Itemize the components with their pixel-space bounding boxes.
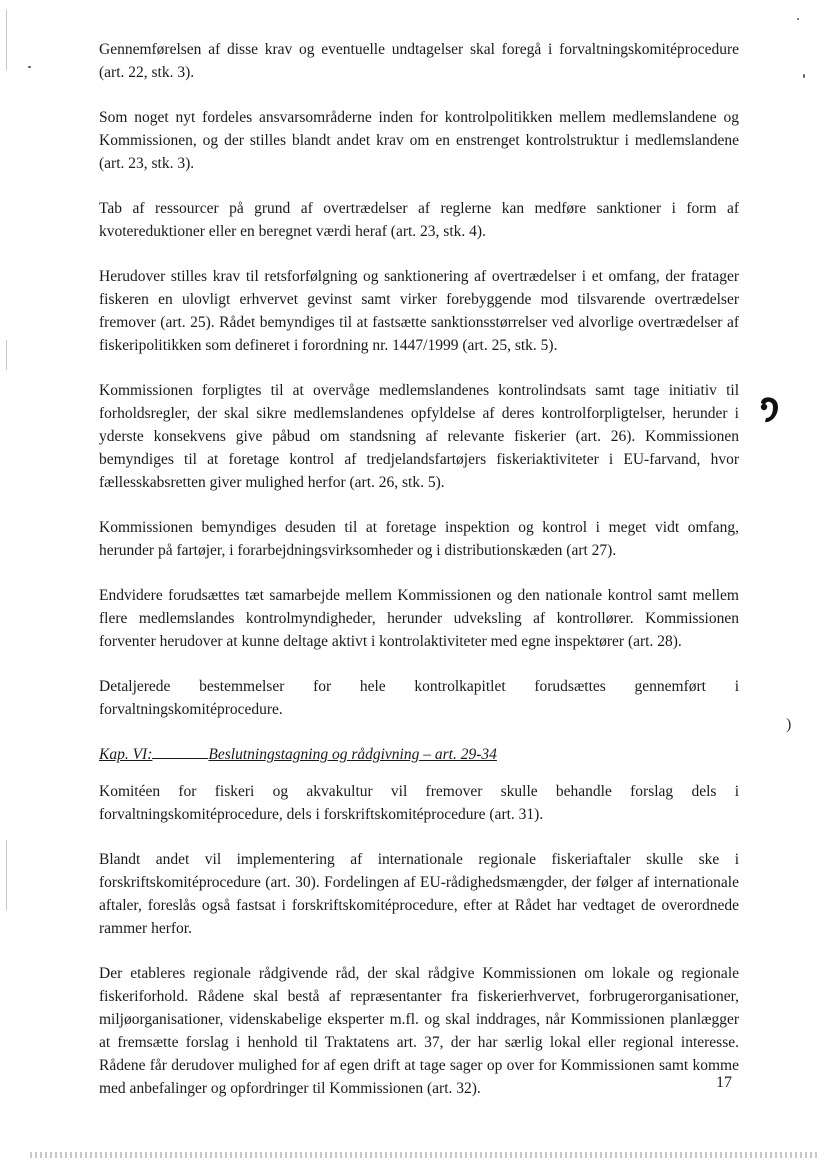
document-page: [99, 38, 739, 1122]
paragraph: Blandt andet vil implementering af internationale regionale fiskeriaftaler skulle ske i forskriftskomitéprocedure (art. 30). Fordelingen af EU-rådighedsmængder, der følger af internationale aftaler, foreslås også fastsat i forskriftskomitéprocedure, efter at Rådet har vedtaget de overordnede rammer herfor.: [99, 851, 739, 937]
paragraph: Endvidere forudsættes tæt samarbejde mellem Kommissionen og den nationale kontrol samt mellem flere medlemslandes kontrolmyndigheder, herunder udveksling af kontrollører. Kommissionen forventer herudover at kunne deltage aktivt i kontrolaktiviteter med egne inspektører (art. 28).: [99, 587, 739, 650]
margin-mark-icon: [756, 393, 782, 425]
scan-edge: [6, 340, 7, 370]
paragraph: Komitéen for fiskeri og akvakultur vil fremover skulle behandle forslag dels i forvaltningskomitéprocedure, dels i forskriftskomitéprocedure (art. 31).: [99, 783, 739, 823]
paragraph: Kommissionen bemyndiges desuden til at foretage inspektion og kontrol i meget vidt omfang, herunder på fartøjer, i forarbejdningsvirksomheder og i distributionskæden (art 27).: [99, 519, 739, 559]
chapter-title: Beslutningstagning og rådgivning – art. 29-34: [208, 746, 497, 763]
heading-rule: [152, 757, 208, 759]
chapter-label: Kap. VI:: [99, 746, 153, 763]
paragraph: Kommissionen forpligtes til at overvåge medlemslandenes kontrolindsats samt tage initiativ til forholdsregler, der skal sikre medlemslandenes opfyldelse af deres kontrolforpligtelser, herunder i yderste konsekvens give påbud om standsning af relevante fiskerier (art. 26). Kommissionen bemyndiges til at foretage kontrol af tredjelandsfartøjers fiskeriaktiviteter i EU-farvand, hvor fællesskabsretten giver mulighed herfor (art. 26, stk. 5).: [99, 382, 739, 491]
paragraph: Tab af ressourcer på grund af overtrædelser af reglerne kan medføre sanktioner i form af kvotereduktioner eller en beregnet værdi heraf (art. 23, stk. 4).: [99, 200, 739, 240]
chapter-heading: [99, 743, 739, 766]
paragraph: Herudover stilles krav til retsforfølgning og sanktionering af overtrædelser i et omfang, der fratager fiskeren en ulovligt erhvervet gevinst samt virker forebyggende mod tilsvarende overtrædelser fremover (art. 25). Rådet bemyndiges til at fastsætte sanktionsstørrelser ved alvorlige overtrædelser af fiskeripolitikken som defineret i forordning nr. 1447/1999 (art. 25, stk. 5).: [99, 268, 739, 354]
paragraph: Som noget nyt fordeles ansvarsområderne inden for kontrolpolitikken mellem medlemslandene og Kommissionen, og der stilles blandt andet krav om en enstrenget kontrolstruktur i medlemslandene (art. 23, stk. 3).: [99, 109, 739, 172]
paragraph: Detaljerede bestemmelser for hele kontrolkapitlet forudsættes gennemført i forvaltningskomitéprocedure.: [99, 678, 739, 718]
scan-edge: [6, 840, 7, 910]
paragraph: Gennemførelsen af disse krav og eventuelle undtagelser skal foregå i forvaltningskomitéprocedure (art. 22, stk. 3).: [99, 41, 739, 81]
scan-speck: [797, 18, 799, 20]
scan-bottom-edge: [30, 1152, 820, 1158]
scan-speck: [803, 74, 805, 78]
margin-bracket: ): [786, 716, 792, 733]
scan-edge: [6, 10, 7, 70]
paragraph: Der etableres regionale rådgivende råd, der skal rådgive Kommissionen om lokale og regionale fiskeriforhold. Rådene skal bestå af repræsentanter fra fiskerierhvervet, forbrugerorganisationer, miljøorganisationer, videnskabelige eksperter m.fl. og skal inddrages, når Kommissionen planlægger at fremsætte forslag i henhold til Traktatens art. 37, der har særlig lokal eller regional interesse. Rådene får derudover mulighed for af egen drift at tage sager op over for Kommissionen samt komme med anbefalinger og opfordringer til Kommissionen (art. 32).: [99, 965, 739, 1097]
page-number: 17: [716, 1074, 732, 1091]
scan-speck: [28, 66, 31, 68]
